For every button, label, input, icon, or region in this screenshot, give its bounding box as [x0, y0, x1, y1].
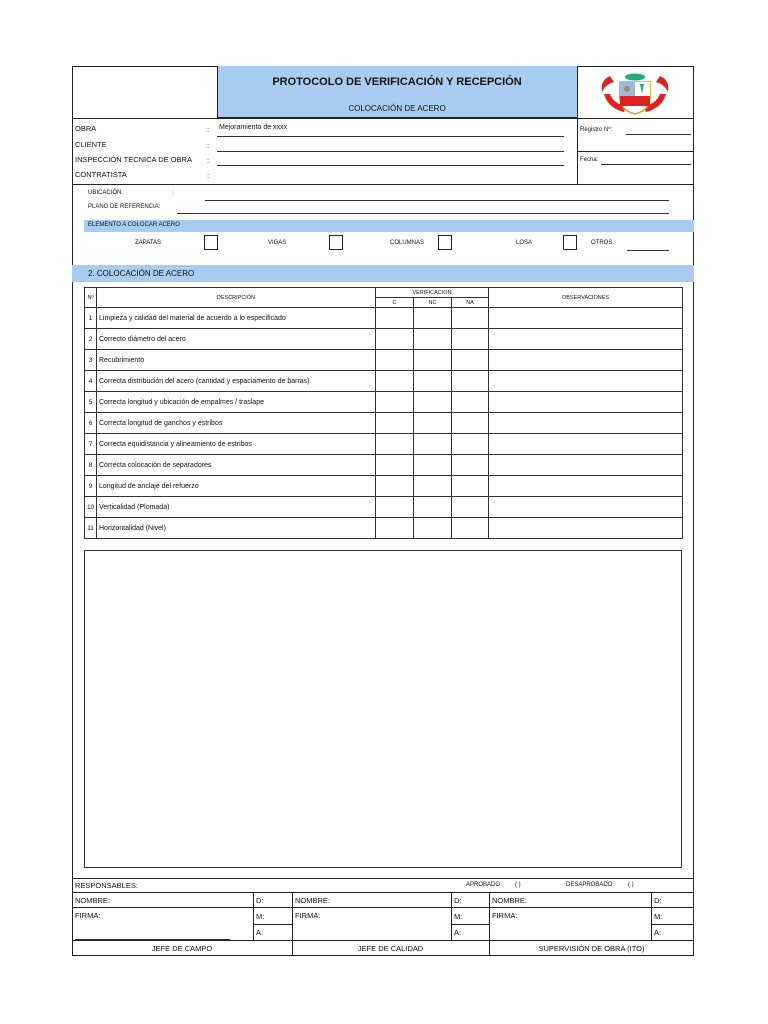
col-desc-header: DESCRIPCIÓN [97, 288, 376, 308]
table-row [85, 497, 683, 518]
row-na-cell[interactable] [452, 476, 489, 497]
row-number: 8 [85, 455, 97, 476]
row-nc-cell[interactable] [414, 371, 452, 392]
verification-table [84, 287, 683, 539]
fecha-field[interactable] [601, 164, 691, 165]
row-description: Horizontalidad (Nivel) [97, 518, 376, 539]
supervision-firma-label: FIRMA: [492, 911, 518, 920]
observations-box[interactable] [84, 550, 682, 868]
ubicacion-colon: : [172, 190, 174, 196]
row-na-cell[interactable] [452, 518, 489, 539]
row-number: 7 [85, 434, 97, 455]
row-c-cell[interactable] [376, 308, 414, 329]
registro-label: Registro Nº: [580, 127, 613, 133]
responsables-label: RESPONSABLES: [75, 881, 138, 890]
row-description: Correcta equidistancia y alineamiento de estribos [97, 434, 376, 455]
row-nc-cell[interactable] [414, 497, 452, 518]
col-verif-header: VERIFICACION [376, 288, 489, 298]
cliente-label: CLIENTE [75, 140, 107, 149]
row-c-cell[interactable] [376, 392, 414, 413]
row-nc-cell[interactable] [414, 413, 452, 434]
row-c-cell[interactable] [376, 329, 414, 350]
coat-of-arms-logo [596, 70, 674, 116]
elemento-title: ELEMENTO A COLOCAR ACERO [88, 222, 180, 228]
obra-label: OBRA [75, 124, 97, 133]
table-row [85, 392, 683, 413]
row-c-cell[interactable] [376, 497, 414, 518]
jefe-calidad-label: JEFE DE CALIDAD [357, 944, 424, 953]
section2-title: 2. COLOCACIÓN DE ACERO [88, 269, 195, 278]
row-number: 2 [85, 329, 97, 350]
row-c-cell[interactable] [376, 455, 414, 476]
row-observation-cell[interactable] [489, 350, 683, 371]
row-description: Recubrimiento [97, 350, 376, 371]
row-nc-cell[interactable] [414, 329, 452, 350]
row-number: 4 [85, 371, 97, 392]
row-description: Correcta longitud y ubicación de empalmes / traslape [97, 392, 376, 413]
plano-label: PLANO DE REFERENCIA: [88, 204, 161, 210]
row-na-cell[interactable] [452, 497, 489, 518]
contratista-label: CONTRATISTA [75, 170, 127, 179]
row-observation-cell[interactable] [489, 518, 683, 539]
row-na-cell[interactable] [452, 371, 489, 392]
calidad-d-label: D: [454, 896, 462, 905]
row-number: 10 [85, 497, 97, 518]
row-observation-cell[interactable] [489, 497, 683, 518]
inspeccion-field[interactable] [217, 165, 564, 166]
desaprobado-label: DESAPROBADO [566, 882, 613, 888]
row-c-cell[interactable] [376, 476, 414, 497]
col-nc-header: NC [414, 298, 452, 308]
supervision-a-label: A: [654, 928, 662, 937]
cliente-field[interactable] [217, 151, 564, 152]
table-row [85, 350, 683, 371]
row-observation-cell[interactable] [489, 476, 683, 497]
otros-label: OTROS: [591, 240, 615, 246]
row-na-cell[interactable] [452, 434, 489, 455]
obra-colon: : [207, 125, 210, 134]
row-na-cell[interactable] [452, 392, 489, 413]
row-description: Limpieza y calidad del material de acuerdo a lo especificado [97, 308, 376, 329]
row-na-cell[interactable] [452, 413, 489, 434]
row-number: 1 [85, 308, 97, 329]
row-nc-cell[interactable] [414, 434, 452, 455]
campo-firma-label: FIRMA: [75, 911, 101, 920]
supervision-label: SUPERVISIÓN DE OBRA (ITO) [538, 944, 645, 953]
row-description: Verticalidad (Plomada) [97, 497, 376, 518]
row-nc-cell[interactable] [414, 455, 452, 476]
row-observation-cell[interactable] [489, 392, 683, 413]
row-description: Longitud de anclaje del refuerzo [97, 476, 376, 497]
contratista-colon: : [207, 171, 210, 180]
table-row [85, 371, 683, 392]
row-c-cell[interactable] [376, 350, 414, 371]
row-c-cell[interactable] [376, 371, 414, 392]
aprobado-check[interactable]: ( ) [515, 882, 521, 888]
inspeccion-label: INSPECCIÓN TECNICA DE OBRA [75, 155, 192, 164]
campo-a-label: A: [256, 928, 264, 937]
table-row [85, 413, 683, 434]
row-nc-cell[interactable] [414, 308, 452, 329]
row-number: 6 [85, 413, 97, 434]
calidad-m-label: M: [454, 912, 463, 921]
row-number: 9 [85, 476, 97, 497]
row-c-cell[interactable] [376, 434, 414, 455]
ubicacion-label: UBICACIÓN [88, 190, 122, 196]
col-num-header: Nº [85, 288, 97, 308]
row-c-cell[interactable] [376, 518, 414, 539]
plano-field[interactable] [177, 213, 669, 214]
row-description: Correcta colocación de separadores [97, 455, 376, 476]
row-description: Correcta distribución del acero (cantidad y espaciamento de barras) [97, 371, 376, 392]
columnas-checkbox[interactable] [438, 235, 452, 250]
cliente-colon: : [207, 141, 210, 150]
row-na-cell[interactable] [452, 455, 489, 476]
row-c-cell[interactable] [376, 413, 414, 434]
row-na-cell[interactable] [452, 308, 489, 329]
campo-m-label: M: [256, 912, 265, 921]
supervision-d-label: D: [654, 896, 662, 905]
desaprobado-check[interactable]: ( ) [628, 882, 634, 888]
row-description: Correcto diámetro del acero [97, 329, 376, 350]
row-observation-cell[interactable] [489, 434, 683, 455]
row-observation-cell[interactable] [489, 308, 683, 329]
vigas-label: VIGAS [268, 240, 287, 246]
losa-checkbox[interactable] [563, 235, 577, 250]
inspeccion-colon: : [207, 156, 210, 165]
row-observation-cell[interactable] [489, 455, 683, 476]
row-nc-cell[interactable] [414, 476, 452, 497]
row-number: 3 [85, 350, 97, 371]
row-observation-cell[interactable] [489, 329, 683, 350]
zapatas-checkbox[interactable] [204, 235, 218, 250]
row-observation-cell[interactable] [489, 413, 683, 434]
col-obs-header: OBSERVACIONES [489, 288, 683, 308]
calidad-nombre-label: NOMBRE: [295, 896, 331, 905]
header-divider [577, 66, 578, 118]
table-row [85, 434, 683, 455]
losa-label: LOSA [516, 240, 533, 246]
campo-d-label: D: [256, 896, 264, 905]
row-number: 5 [85, 392, 97, 413]
table-row [85, 308, 683, 329]
table-row [85, 455, 683, 476]
calidad-firma-label: FIRMA: [295, 911, 321, 920]
row-observation-cell[interactable] [489, 371, 683, 392]
supervision-nombre-label: NOMBRE: [492, 896, 528, 905]
ubicacion-field[interactable] [205, 200, 669, 201]
row-description: Correcta longitud de ganchos y estribos [97, 413, 376, 434]
campo-nombre-label: NOMBRE: [75, 896, 111, 905]
row-nc-cell[interactable] [414, 518, 452, 539]
page-title: PROTOCOLO DE VERIFICACIÓN Y RECEPCIÓN [272, 76, 522, 88]
table-row [85, 518, 683, 539]
row-na-cell[interactable] [452, 329, 489, 350]
row-nc-cell[interactable] [414, 350, 452, 371]
row-number: 11 [85, 518, 97, 539]
registro-field[interactable] [626, 134, 691, 135]
otros-field[interactable] [627, 250, 669, 251]
jefe-campo-label: JEFE DE CAMPO [151, 944, 213, 953]
vigas-checkbox[interactable] [329, 235, 343, 250]
fecha-label: Fecha: [580, 157, 599, 163]
columnas-label: COLUMNAS [390, 240, 425, 246]
supervision-m-label: M: [654, 912, 663, 921]
col-c-header: C [376, 298, 414, 308]
table-row [85, 329, 683, 350]
obra-value[interactable]: Mejoramiento de xxxx [219, 124, 288, 131]
col-na-header: NA [452, 298, 489, 308]
calidad-a-label: A: [454, 928, 462, 937]
page-subtitle: COLOCACIÓN DE ACERO [348, 104, 446, 113]
table-row [85, 476, 683, 497]
row-nc-cell[interactable] [414, 392, 452, 413]
aprobado-label: APROBADO [466, 882, 501, 888]
row-na-cell[interactable] [452, 350, 489, 371]
zapatas-label: ZAPATAS [135, 240, 162, 246]
